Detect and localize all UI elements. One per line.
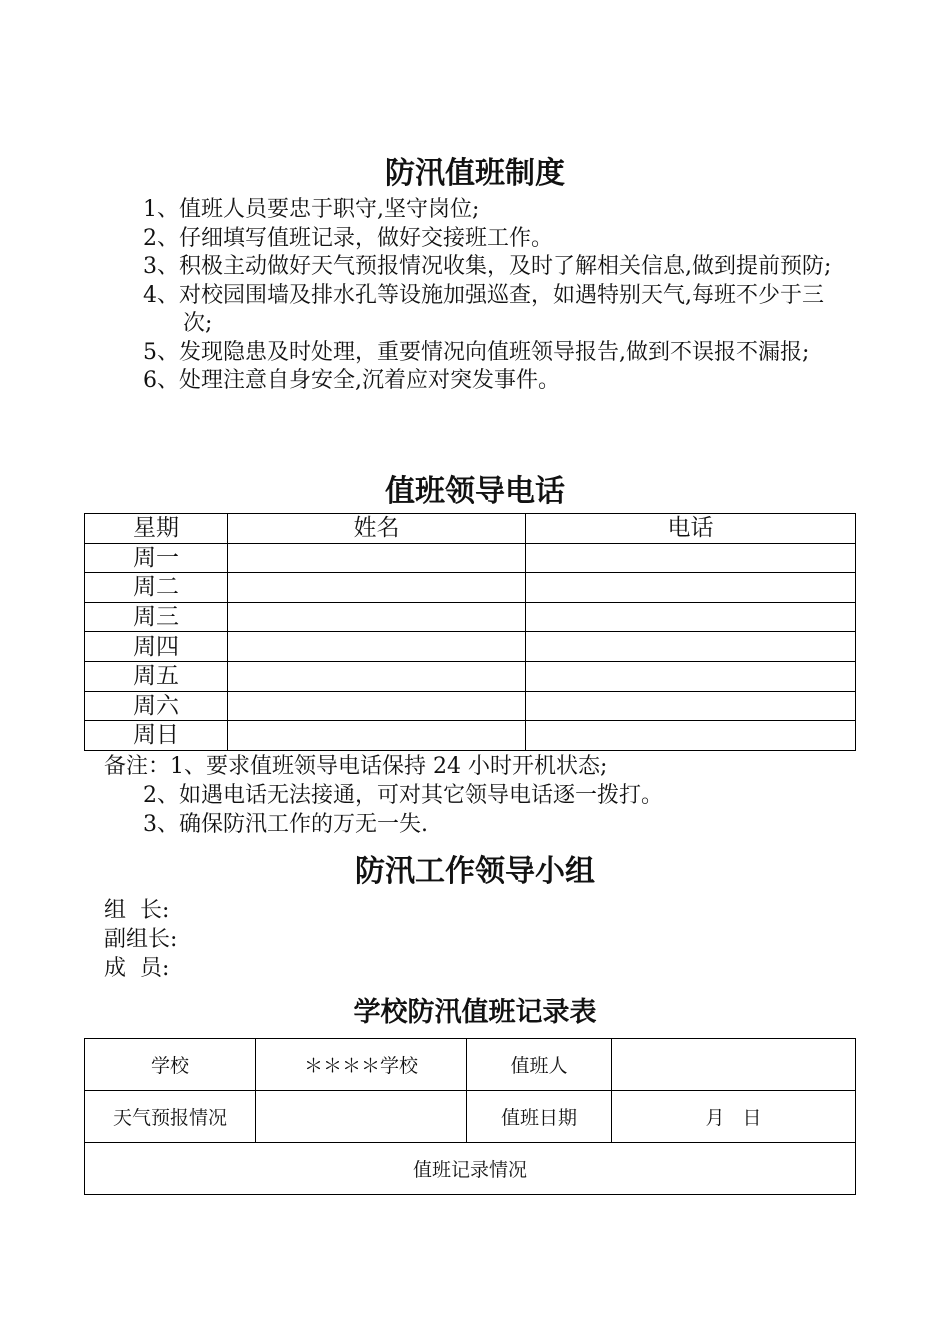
duty-date-label: 值班日期 (467, 1091, 612, 1143)
duty-person-value[interactable] (612, 1039, 856, 1091)
table-row (85, 721, 856, 751)
remark-line: 3、确保防汛工作的万无一失. (143, 812, 428, 837)
phone-cell[interactable] (526, 661, 856, 691)
school-label: 学校 (85, 1039, 256, 1091)
title-leader-phone: 值班领导电话 (385, 474, 565, 509)
table-row (85, 602, 856, 632)
phone-cell[interactable] (526, 573, 856, 603)
phone-cell[interactable] (526, 543, 856, 573)
header-name: 姓名 (228, 514, 526, 544)
title-flood-duty-system: 防汛值班制度 (385, 156, 565, 191)
name-cell[interactable] (228, 602, 526, 632)
group-leader-label: 组 长: (104, 898, 170, 923)
weather-label: 天气预报情况 (85, 1091, 256, 1143)
phone-cell[interactable] (526, 721, 856, 751)
title-leading-group: 防汛工作领导小组 (355, 854, 595, 889)
weekday-cell: 周三 (85, 602, 228, 632)
group-deputy-label: 副组长: (104, 927, 178, 952)
phone-cell[interactable] (526, 632, 856, 662)
weekday-cell: 周四 (85, 632, 228, 662)
school-value: ＊＊＊＊学校 (256, 1039, 467, 1091)
table-header-row (85, 514, 856, 544)
rule-item: 1、值班人员要忠于职守,坚守岗位; (143, 197, 480, 222)
weekday-cell: 周日 (85, 721, 228, 751)
rule-item: 2、仔细填写值班记录，做好交接班工作。 (143, 225, 553, 251)
duty-date-value[interactable]: 月 日 (612, 1091, 856, 1143)
table-row (85, 661, 856, 691)
table-row (85, 1039, 856, 1091)
table-row (85, 573, 856, 603)
table-row (85, 691, 856, 721)
table-row (85, 1091, 856, 1143)
weekday-cell: 周一 (85, 543, 228, 573)
weather-value[interactable] (256, 1091, 467, 1143)
name-cell[interactable] (228, 661, 526, 691)
name-cell[interactable] (228, 632, 526, 662)
header-phone: 电话 (526, 514, 856, 544)
title-duty-record-table: 学校防汛值班记录表 (353, 997, 597, 1028)
remark-line: 备注：1、要求值班领导电话保持 24 小时开机状态; (104, 754, 608, 779)
table-row (85, 1143, 856, 1195)
remark-line: 2、如遇电话无法接通，可对其它领导电话逐一拨打。 (143, 783, 663, 808)
table-row (85, 543, 856, 573)
duty-rules-list (143, 196, 853, 396)
leader-phone-table (84, 513, 856, 751)
rule-item: 5、发现隐患及时处理，重要情况向值班领导报告,做到不误报不漏报; (143, 339, 810, 365)
phone-cell[interactable] (526, 602, 856, 632)
leading-group-block (104, 896, 177, 983)
phone-cell[interactable] (526, 691, 856, 721)
name-cell[interactable] (228, 573, 526, 603)
rule-item: 6、处理注意自身安全,沉着应对突发事件。 (143, 368, 560, 393)
duty-record-table (84, 1038, 856, 1195)
rule-item: 3、积极主动做好天气预报情况收集，及时了解相关信息,做到提前预防; (143, 254, 832, 279)
name-cell[interactable] (228, 721, 526, 751)
weekday-cell: 周二 (85, 573, 228, 603)
group-members-label: 成 员: (104, 956, 170, 981)
name-cell[interactable] (228, 543, 526, 573)
duty-person-label: 值班人 (467, 1039, 612, 1091)
table-row (85, 632, 856, 662)
weekday-cell: 周六 (85, 691, 228, 721)
duty-record-label: 值班记录情况 (85, 1143, 856, 1195)
header-weekday: 星期 (85, 514, 228, 544)
remarks-block (104, 752, 663, 839)
rule-item: 4、对校园围墙及排水孔等设施加强巡查，如遇特别天气,每班不少于三次; (143, 282, 824, 336)
name-cell[interactable] (228, 691, 526, 721)
weekday-cell: 周五 (85, 661, 228, 691)
